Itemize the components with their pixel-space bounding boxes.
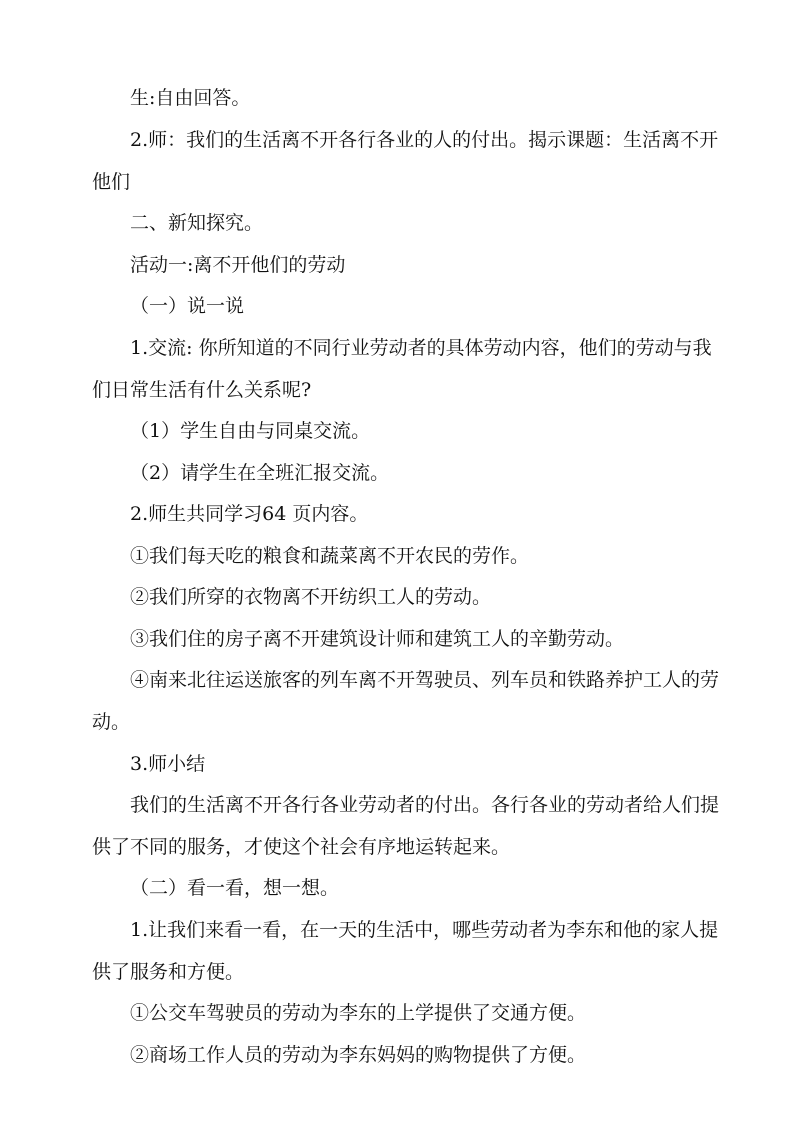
subheading-say: （一）说一说 [130, 295, 245, 317]
list-item-1: （1）学生自由与同桌交流。 [130, 420, 371, 442]
list-item-2: （2）请学生在全班汇报交流。 [130, 462, 390, 484]
teacher-summary-heading: 3.师小结 [130, 753, 206, 775]
circled-item-2: ②我们所穿的衣物离不开纺织工人的劳动。 [130, 586, 492, 608]
paragraph-study-page: 2.师生共同学习64 页内容。 [130, 503, 369, 525]
circled-item-store-staff: ②商场工作人员的劳动为李东妈妈的购物提供了方便。 [130, 1044, 587, 1066]
subheading-look-think: （二）看一看，想一想。 [130, 877, 340, 899]
paragraph-teacher-topic-cont: 他们 [92, 171, 131, 193]
circled-item-4: ④南来北往运送旅客的列车离不开驾驶员、列车员和铁路养护工人的劳 [130, 669, 720, 691]
circled-item-bus-driver: ①公交车驾驶员的劳动为李东的上学提供了交通方便。 [130, 1002, 587, 1024]
paragraph-exchange: 1.交流: 你所知道的不同行业劳动者的具体劳动内容，他们的劳动与我 [130, 337, 712, 359]
summary-paragraph-cont: 供了不同的服务，才使这个社会有序地运转起来。 [92, 836, 511, 858]
paragraph-student-answer: 生:自由回答。 [130, 87, 251, 109]
paragraph-teacher-topic: 2.师：我们的生活离不开各行各业的人的付出。揭示课题：生活离不开 [130, 129, 719, 151]
circled-item-4-cont: 动。 [92, 711, 131, 733]
activity-heading-1: 活动一:离不开他们的劳动 [130, 254, 346, 276]
summary-paragraph: 我们的生活离不开各行各业劳动者的付出。各行各业的劳动者给人们提 [130, 794, 720, 816]
paragraph-look: 1.让我们来看一看，在一天的生活中，哪些劳动者为李东和他的家人提 [130, 919, 719, 941]
circled-item-3: ③我们住的房子离不开建筑设计师和建筑工人的辛勤劳动。 [130, 628, 625, 650]
paragraph-exchange-cont: 们日常生活有什么关系呢? [92, 379, 312, 401]
paragraph-look-cont: 供了服务和方便。 [92, 961, 245, 983]
circled-item-1: ①我们每天吃的粮食和蔬菜离不开农民的劳作。 [130, 545, 530, 567]
section-heading-new-knowledge: 二、新知探究。 [130, 212, 264, 234]
